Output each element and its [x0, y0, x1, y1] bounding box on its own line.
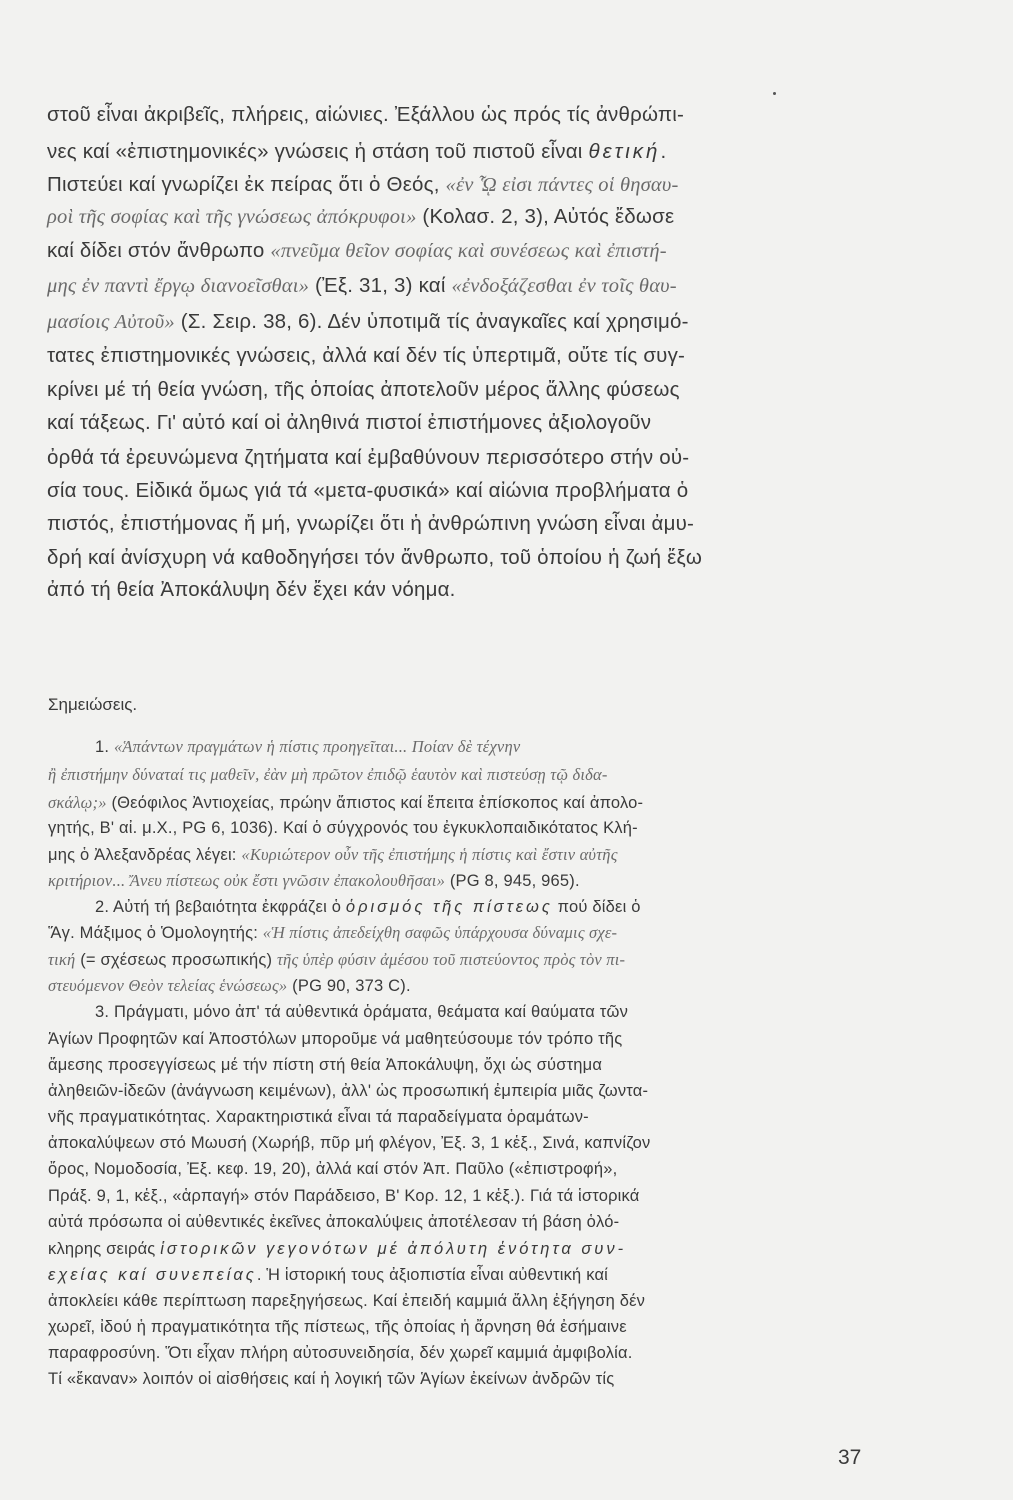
note-text-segment: 3. Πράγματι, μόνο ἀπ' τά αὐθεντικά ὁράματα, θεάματα καί θαύματα τῶν: [95, 1003, 629, 1021]
note-text-line: [48, 1187, 640, 1206]
main-text-segment: νες καί «ἐπιστημονικές» γνώσεις ἡ στάση τοῦ πιστοῦ εἶναι: [47, 140, 589, 163]
main-text-line: [47, 578, 456, 602]
main-text-line: [47, 546, 702, 570]
note-text-segment: ἀποκλείει κάθε περίπτωση παρεξηγήσεως. Καί ἐπειδή καμμιά ἄλλη ἐξήγηση δέν: [48, 1292, 646, 1310]
note-text-segment: ἄμεσης προσεγγίσεως μέ τήν πίστη στή θεία Ἀποκάλυψη, ὄχι ὡς σύστημα: [48, 1056, 603, 1074]
main-text-segment: (Σ. Σειρ. 38, 6). Δέν ὑποτιμᾶ τίς ἀναγκαῖες καί χρησιμό-: [174, 310, 689, 333]
note-text-segment: γητής, Β' αἰ. μ.Χ., PG 6, 1036). Καί ὁ σύγχρονός του ἐγκυκλοπαιδικότατος Κλή-: [48, 819, 638, 837]
note-text-segment: Τί «ἔκαναν» λοιπόν οἱ αἰσθήσεις καί ἡ λογική τῶν Ἁγίων ἐκείνων ἀνδρῶν τίς: [48, 1370, 615, 1388]
main-text-line: [47, 344, 685, 368]
note-text-segment: ὄρος, Νομοδοσία, Ἐξ. κεφ. 19, 20), ἀλλά καί στόν Ἀπ. Παῦλο («ἐπιστροφή»,: [48, 1160, 618, 1178]
note-text-line: [48, 1082, 648, 1101]
note-text-line: [95, 1003, 628, 1022]
note-text-line: [48, 976, 411, 996]
main-text-line: [47, 103, 684, 127]
speck-mark: [773, 92, 776, 95]
main-text-line: [47, 173, 679, 197]
main-text-segment: «πνεῦμα θεῖον σοφίας καὶ συνέσεως καὶ ἐπιστή-: [270, 240, 667, 262]
note-text-segment: χωρεῖ, ἰδού ἡ πραγματικότητα τῆς πίστεως, τῆς ὁποίας ἡ ἄρνηση θά ἐσήμαινε: [48, 1318, 627, 1336]
main-text-segment: πιστός, ἐπιστήμονας ἤ μή, γνωρίζει ὅτι ἡ ἀνθρώπινη γνώση εἶναι ἀμυ-: [47, 512, 695, 535]
note-text-segment: αὐτά πρόσωπα οἱ αὐθεντικές ἐκεῖνες ἀποκαλύψεις ἀποτέλεσαν τή βάση ὁλό-: [48, 1213, 620, 1231]
main-text-segment: «ἐνδοξάζεσθαι ἐν τοῖς θαυ-: [451, 275, 677, 297]
main-text-line: [47, 310, 689, 334]
main-text-segment: δρή καί ἀνίσχυρη νά καθοδηγήσει τόν ἄνθρωπο, τοῦ ὁποίου ἡ ζωή ἔξω: [47, 546, 703, 569]
note-text-segment: 2. Αὐτή τή βεβαιότητα ἐκφράζει ὁ: [95, 898, 346, 916]
main-text-segment: Πιστεύει καί γνωρίζει ἐκ πείρας ὅτι ὁ Θεός,: [47, 173, 446, 196]
note-text-line: [48, 1344, 633, 1363]
main-text-segment: (Κολασ. 2, 3), Αὐτός ἔδωσε: [416, 205, 675, 228]
main-text-segment: ἀπό τή θεία Ἀποκάλυψη δέν ἔχει κάν νόημα.: [47, 578, 456, 601]
note-text-segment: Ἁγίων Προφητῶν καί Ἀποστόλων μποροῦμε νά μαθητεύσουμε τόν τρόπο τῆς: [48, 1030, 623, 1048]
note-text-line: [48, 1134, 650, 1153]
main-text-segment: (Ἐξ. 31, 3) καί: [309, 274, 452, 297]
note-text-line: [48, 765, 608, 785]
note-text-line: [48, 1108, 589, 1127]
note-text-segment: (= σχέσεως προσωπικής): [75, 951, 277, 969]
note-text-line: [48, 1318, 627, 1337]
main-text-line: [47, 140, 666, 164]
note-text-segment: μης ὁ Ἀλεξανδρέας λέγει:: [48, 846, 242, 864]
note-text-segment: σκάλῳ;»: [48, 793, 107, 812]
note-text-segment: εχείας καί συνεπείας: [48, 1266, 257, 1284]
note-text-line: [48, 1160, 617, 1179]
main-text-segment: καί δίδει στόν ἄνθρωπο: [47, 239, 271, 262]
main-text-segment: καί τάξεως. Γι' αὐτό καί οἱ ἀληθινά πιστοί ἐπιστήμονες ἀξιολογοῦν: [47, 411, 652, 434]
main-text-segment: θετική: [588, 140, 661, 163]
main-text-segment: ὀρθά τά ἐρευνώμενα ζητήματα καί ἐμβαθύνουν περισσότερο στήν οὐ-: [47, 446, 690, 469]
note-text-segment: νῆς πραγματικότητας. Χαρακτηριστικά εἶναι τά παραδείγματα ὁραμάτων-: [48, 1108, 589, 1126]
note-text-segment: 1.: [95, 738, 114, 756]
main-text-line: [47, 274, 677, 298]
main-text-segment: «ἐν ᾯ εἰσι πάντες οἱ θησαυ-: [445, 174, 679, 196]
note-text-segment: ὁρισμός τῆς πίστεως: [345, 898, 553, 916]
note-text-segment: Πράξ. 9, 1, κἑξ., «ἁρπαγή» στόν Παράδεισο, Β' Κορ. 12, 1 κἑξ.). Γιά τά ἱστορικά: [48, 1187, 640, 1205]
note-text-line: [95, 898, 641, 917]
note-text-segment: κριτήριον... Ἄνευ πίστεως οὐκ ἔστι γνῶσιν ἐπακολουθῆσαι»: [48, 871, 446, 890]
note-text-line: [48, 1240, 626, 1259]
note-text-segment: κληρης σειράς: [48, 1240, 161, 1258]
note-text-segment: «Κυριώτερον οὖν τῆς ἐπιστήμης ἡ πίστις καὶ ἔστιν αὐτῆς: [241, 845, 618, 864]
note-text-line: [48, 1266, 608, 1285]
main-text-segment: στοῦ εἶναι ἀκριβεῖς, πλήρεις, αἰώνιες. Ἐξάλλου ὡς πρός τίς ἀνθρώπι-: [47, 103, 684, 126]
main-text-line: [47, 446, 689, 470]
note-text-segment: πού δίδει ὁ: [552, 898, 641, 916]
main-text-line: [47, 378, 680, 402]
note-text-line: [48, 819, 638, 838]
note-text-segment: ἀληθειῶν-ἰδεῶν (ἀνάγνωση κειμένων), ἀλλ' ὡς προσωπική ἐμπειρία μιᾶς ζωντα-: [48, 1082, 649, 1100]
note-text-line: [48, 1030, 622, 1049]
note-text-segment: (Θεόφιλος Ἀντιοχείας, πρώην ἄπιστος καί ἔπειτα ἐπίσκοπος καί ἀπολο-: [106, 794, 644, 812]
main-text-segment: σία τους. Εἰδικά ὅμως γιά τά «μετα-φυσικά» καί αἰώνια προβλήματα ὁ: [47, 479, 689, 502]
note-text-line: [48, 1213, 619, 1232]
main-text-segment: ροὶ τῆς σοφίας καὶ τῆς γνώσεως ἀπόκρυφοι»: [47, 206, 417, 228]
note-text-line: [48, 950, 625, 970]
note-text-segment: (PG 90, 373 C).: [287, 977, 411, 995]
main-text-line: [47, 479, 688, 503]
main-text-segment: μης ἐν παντὶ ἔργῳ διανοεῖσθαι»: [47, 275, 310, 297]
note-text-segment: . Ἡ ἱστορική τους ἀξιοπιστία εἶναι αὐθεντική καί: [256, 1266, 609, 1284]
note-text-line: [48, 923, 617, 943]
note-text-segment: «Ἡ πίστις ἀπεδείχθη σαφῶς ὑπάρχουσα δύναμις σχε-: [262, 923, 618, 942]
note-text-segment: Ἅγ. Μάξιμος ὁ Ὁμολογητής:: [48, 924, 263, 942]
note-text-line: [48, 793, 643, 813]
main-text-line: [47, 239, 667, 263]
note-text-segment: τική: [48, 950, 76, 969]
note-text-segment: ἱστορικῶν γεγονότων μέ ἀπόλυτη ἑνότητα συν-: [160, 1240, 627, 1258]
note-text-segment: «Ἁπάντων πραγμάτων ἡ πίστις προηγεῖται... Ποίαν δὲ τέχνην: [113, 737, 521, 756]
main-text-line: [47, 411, 651, 435]
main-text-segment: τατες ἐπιστημονικές γνώσεις, ἀλλά καί δέν τίς ὑπερτιμᾶ, οὔτε τίς συγ-: [47, 344, 686, 367]
note-text-line: [48, 1292, 645, 1311]
main-text-line: [47, 512, 694, 536]
note-text-line: [95, 737, 520, 757]
page-number: 37: [838, 1446, 862, 1469]
note-text-segment: ἢ ἐπιστήμην δύναταί τις μαθεῖν, ἐὰν μὴ πρῶτον ἐπιδῷ ἑαυτὸν καὶ πιστεύσῃ τῷ διδα-: [48, 765, 608, 784]
note-text-line: [48, 1056, 602, 1075]
main-text-segment: μασίοις Αὐτοῦ»: [47, 311, 175, 333]
main-text-segment: κρίνει μέ τή θεία γνώση, τῆς ὁποίας ἀποτελοῦν μέρος ἄλλης φύσεως: [47, 378, 680, 401]
note-text-segment: στευόμενον Θεὸν τελείας ἑνώσεως»: [48, 976, 288, 995]
note-text-segment: παραφροσύνη. Ὅτι εἶχαν πλήρη αὐτοσυνειδησία, δέν χωρεῖ καμμιά ἀμφιβολία.: [48, 1344, 633, 1362]
note-text-segment: ἀποκαλύψεων στό Μωυσή (Χωρήβ, πῦρ μή φλέγον, Ἐξ. 3, 1 κἑξ., Σινά, καπνίζον: [48, 1134, 651, 1152]
note-text-line: [48, 1370, 614, 1389]
main-text-line: [47, 205, 674, 229]
note-text-segment: (PG 8, 945, 965).: [445, 872, 580, 890]
note-text-line: [48, 845, 618, 865]
note-text-line: [48, 871, 580, 891]
main-text-segment: .: [660, 140, 667, 163]
note-text-segment: τῆς ὑπὲρ φύσιν ἀμέσου τοῦ πιστεύοντος πρὸς τὸν πι-: [276, 950, 626, 969]
notes-heading: Σημειώσεις.: [48, 695, 138, 714]
